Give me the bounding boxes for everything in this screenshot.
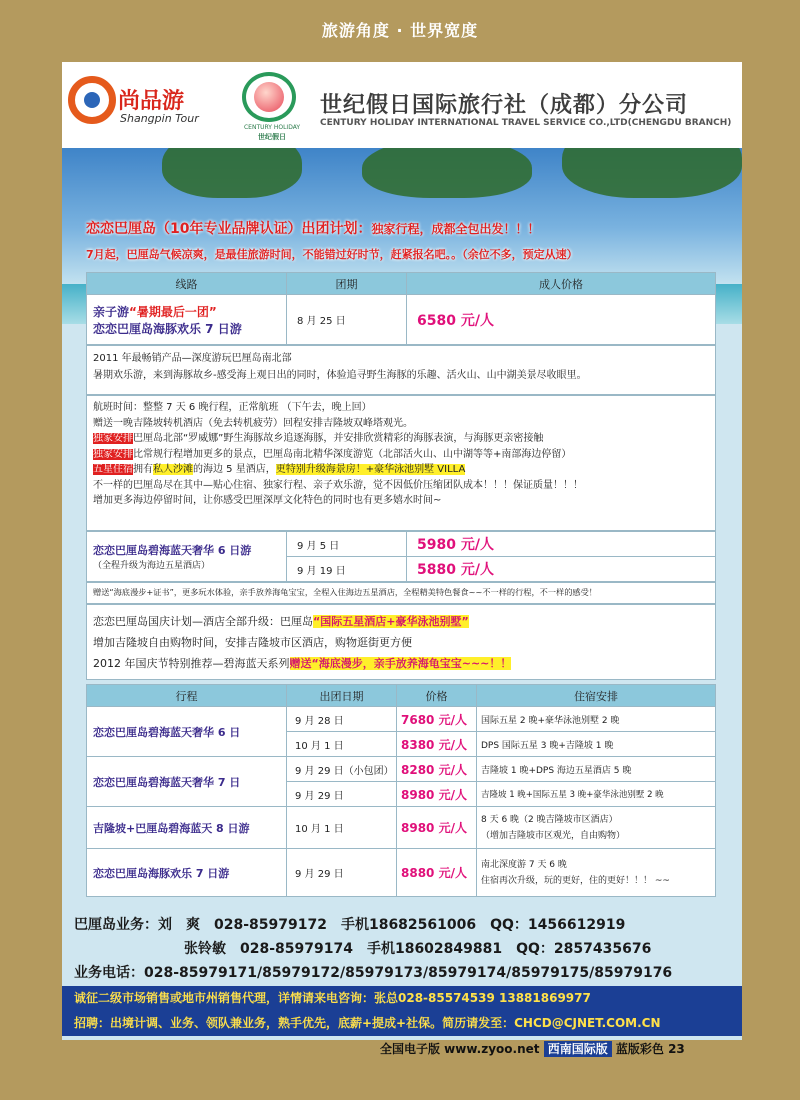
plan-note: 7月起，巴厘岛气候凉爽，是最佳旅游时间，不能错过好时节，赶紧报名吧。。（余位不多，预定从速）: [86, 248, 578, 261]
desc-block-1: [86, 345, 716, 395]
t3-route: 吉隆坡+巴厘岛碧海蓝天 8 日游: [87, 807, 287, 849]
hiring-bar: 招聘：出境计调、业务、领队兼业务，熟手优先，底薪+提成+社保。简历请发至：CHCD@CJNET.COM.CN: [62, 1010, 742, 1036]
contact-section: [62, 912, 742, 1040]
advertisement-page: [62, 62, 742, 1040]
route2-date: 9 月 5 日: [287, 532, 407, 557]
t3-stay: 吉隆坡 1 晚+DPS 海边五星酒店 5 晚: [477, 757, 716, 782]
exclusive-tag: 独家安排: [93, 448, 133, 460]
t3-date: 9 月 29 日: [287, 782, 397, 807]
feature-text: 拥有: [133, 464, 153, 475]
t3-stay: 国际五星 2 晚+豪华泳池别墅 2 晚: [477, 707, 716, 732]
plan-title-sub: 独家行程，成都全包出发！！！: [371, 222, 540, 236]
route2-sub: （全程升级为海边五星酒店）: [93, 561, 211, 571]
t3-price: 8280 元/人: [397, 757, 477, 782]
top-slogan: 旅游角度 · 世界宽度: [321, 21, 479, 40]
company-name: 世纪假日国际旅行社（成都）分公司: [320, 93, 689, 118]
exclusive-tag: 独家安排: [93, 433, 133, 444]
national-day-table: [86, 684, 716, 897]
route2-date: 9 月 19 日: [287, 557, 407, 582]
company-name-en: CENTURY HOLIDAY INTERNATIONAL TRAVEL SERVICE CO.,LTD(CHENGDU BRANCH): [320, 118, 732, 128]
footer-site: 全国电子版 www.zyoo.net: [380, 1042, 540, 1056]
t3-stay: 南北深度游 7 天 6 晚: [481, 859, 567, 870]
feature-text: 巴厘岛北部“罗威娜”野生海豚故乡追逐海豚，并安排欣赏精彩的海豚表演，与海豚更亲密接触: [133, 433, 544, 444]
plan-title-main: 恋恋巴厘岛（10年专业品牌认证）出团计划：: [86, 221, 372, 237]
national-l1-highlight: “国际五星酒店+豪华泳池别墅”: [313, 615, 469, 628]
t3-route: 恋恋巴厘岛海豚欢乐 7 日游: [87, 849, 287, 897]
route-l1: 亲子游: [93, 304, 130, 319]
feature-text: 的海边 5 星酒店，: [193, 464, 276, 475]
t3-price: 8980 元/人: [397, 782, 477, 807]
t3-price: 8880 元/人: [397, 849, 477, 897]
t3-price: 8380 元/人: [397, 732, 477, 757]
th-itinerary: 行程: [87, 685, 287, 707]
century-holiday-logo: [232, 70, 312, 140]
palm-icon: [562, 148, 742, 198]
five-star-tag: 五星住宿: [93, 464, 133, 475]
t3-date: 9 月 29 日: [287, 849, 397, 897]
t3-date: 9 月 29 日（小包团）: [287, 757, 397, 782]
footer: [380, 1040, 780, 1062]
t3-date: 9 月 28 日: [287, 707, 397, 732]
route2-title: 恋恋巴厘岛碧海蓝天奢华 6 日游: [93, 544, 252, 557]
palm-icon: [362, 148, 532, 198]
t3-price: 7680 元/人: [397, 707, 477, 732]
agent-recruit-bar: 诚征二级市场销售或地市州销售代理，详情请来电咨询：张总028-85574539 13881869977: [62, 986, 742, 1010]
route-date: 8 月 25 日: [287, 295, 407, 345]
th-route: 线路: [87, 273, 287, 295]
logo2-cn: 世纪假日: [258, 133, 286, 141]
desc1-line: 暑期欢乐游，来到海豚故乡-感受海上观日出的同时，体验追寻野生海豚的乐趣、活火山、山中湖美景尽收眼里。: [93, 370, 587, 381]
t3-stay: 吉隆坡 1 晚+国际五星 3 晚+豪华泳池别墅 2 晚: [477, 782, 716, 807]
national-l1: 恋恋巴厘岛国庆计划—酒店全部升级：巴厘岛: [93, 615, 313, 628]
logo-dot-icon: [84, 92, 100, 108]
t3-route: 恋恋巴厘岛碧海蓝天奢华 6 日: [87, 707, 287, 757]
contact-row-2: 张铃敏 028-85979174 手机18602849881 QQ：2857435676: [184, 941, 652, 957]
feature-text: 比常规行程增加更多的景点，巴厘岛南北精华深度游览（北部活火山、山中湖等等+南部海边停留）: [133, 448, 572, 460]
th-price: 成人价格: [407, 273, 716, 295]
th-stay: 住宿安排: [477, 685, 716, 707]
t3-price: 8980 元/人: [397, 807, 477, 849]
route-l2: 恋恋巴厘岛海豚欢乐 7 日游: [93, 321, 242, 336]
national-day-block: [86, 604, 716, 680]
t3-stay: DPS 国际五星 3 晚+吉隆坡 1 晚: [477, 732, 716, 757]
footer-page: 蓝版彩色 23: [615, 1042, 685, 1056]
contact-row-3: 业务电话：028-85979171/85979172/85979173/85979174/85979175/85979176: [74, 965, 673, 981]
logo1-cn: 尚品游: [118, 89, 185, 114]
upgrade-text: 更特别升级海景房！+豪华泳池别墅 VILLA: [275, 464, 466, 475]
th-depart-date: 出团日期: [287, 685, 397, 707]
plan-title: [86, 218, 736, 238]
th-date: 团期: [287, 273, 407, 295]
t3-date: 10 月 1 日: [287, 807, 397, 849]
t3-stay-extra: （增加吉隆坡市区观光，自由购物）: [481, 830, 626, 841]
shangpin-logo: [68, 70, 208, 140]
route-table-1: [86, 272, 716, 345]
private-beach-text: 私人沙滩: [153, 464, 193, 475]
flight-line: 航班时间：整整 7 天 6 晚行程，正常航班 （下午去，晚上回）: [93, 402, 372, 413]
quality-line: 不一样的巴厘岛尽在其中—贴心住宿、独家行程、亲子欢乐游，觉不因低价压缩团队成本！！！保证质量！！！: [93, 479, 583, 491]
desc-block-2: [86, 395, 716, 531]
route2-price: 5980 元/人: [407, 532, 716, 557]
logo2-en: CENTURY HOLIDAY: [243, 124, 301, 131]
contact-row-1: 巴厘岛业务：刘 爽 028-85979172 手机18682561006 QQ：1456612919: [74, 917, 626, 933]
desc1-line: 2011 年最畅销产品—深度游玩巴厘岛南北部: [93, 353, 292, 364]
logo2-ball-icon: [254, 82, 284, 112]
national-l2: 增加吉隆坡自由购物时间，安排吉隆坡市区酒店，购物逛街更方便: [93, 636, 412, 649]
th-price: 价格: [397, 685, 477, 707]
route-table-2: [86, 531, 716, 582]
route-l1-quote: “暑期最后一团”: [129, 304, 217, 319]
logo1-en: Shangpin Tour: [120, 112, 199, 125]
national-l3: 2012 年国庆节特别推荐—碧海蓝天系列: [93, 657, 290, 670]
gift-line: 赠送“海底漫步+证书”，更多玩水体验，亲手放养海龟宝宝，全程入住海边五星酒店，全程精美特色餐食~~不一样的行程，不一样的感受！: [86, 582, 716, 604]
footer-edition: 西南国际版: [544, 1041, 612, 1057]
gift-hotel-line: 赠送一晚吉隆坡转机酒店（免去转机疲劳）回程安排吉隆坡双峰塔观光。: [93, 417, 413, 429]
beach-time-line: 增加更多海边停留时间，让你感受巴厘深厚文化特色的同时也有更多嬉水时间~: [93, 495, 442, 506]
route2-price: 5880 元/人: [407, 557, 716, 582]
t3-route: 恋恋巴厘岛碧海蓝天奢华 7 日: [87, 757, 287, 807]
route-price: 6580 元/人: [407, 295, 716, 345]
t3-stay-extra: 住宿再次升级，玩的更好，住的更好！！！ ~~: [481, 875, 670, 886]
national-l3-highlight: 赠送“海底漫步，亲手放养海龟宝宝~~~！！: [289, 657, 512, 670]
header: [62, 62, 742, 148]
palm-icon: [162, 148, 302, 198]
t3-date: 10 月 1 日: [287, 732, 397, 757]
t3-stay: 8 天 6 晚（2 晚吉隆坡市区酒店）: [481, 814, 618, 825]
